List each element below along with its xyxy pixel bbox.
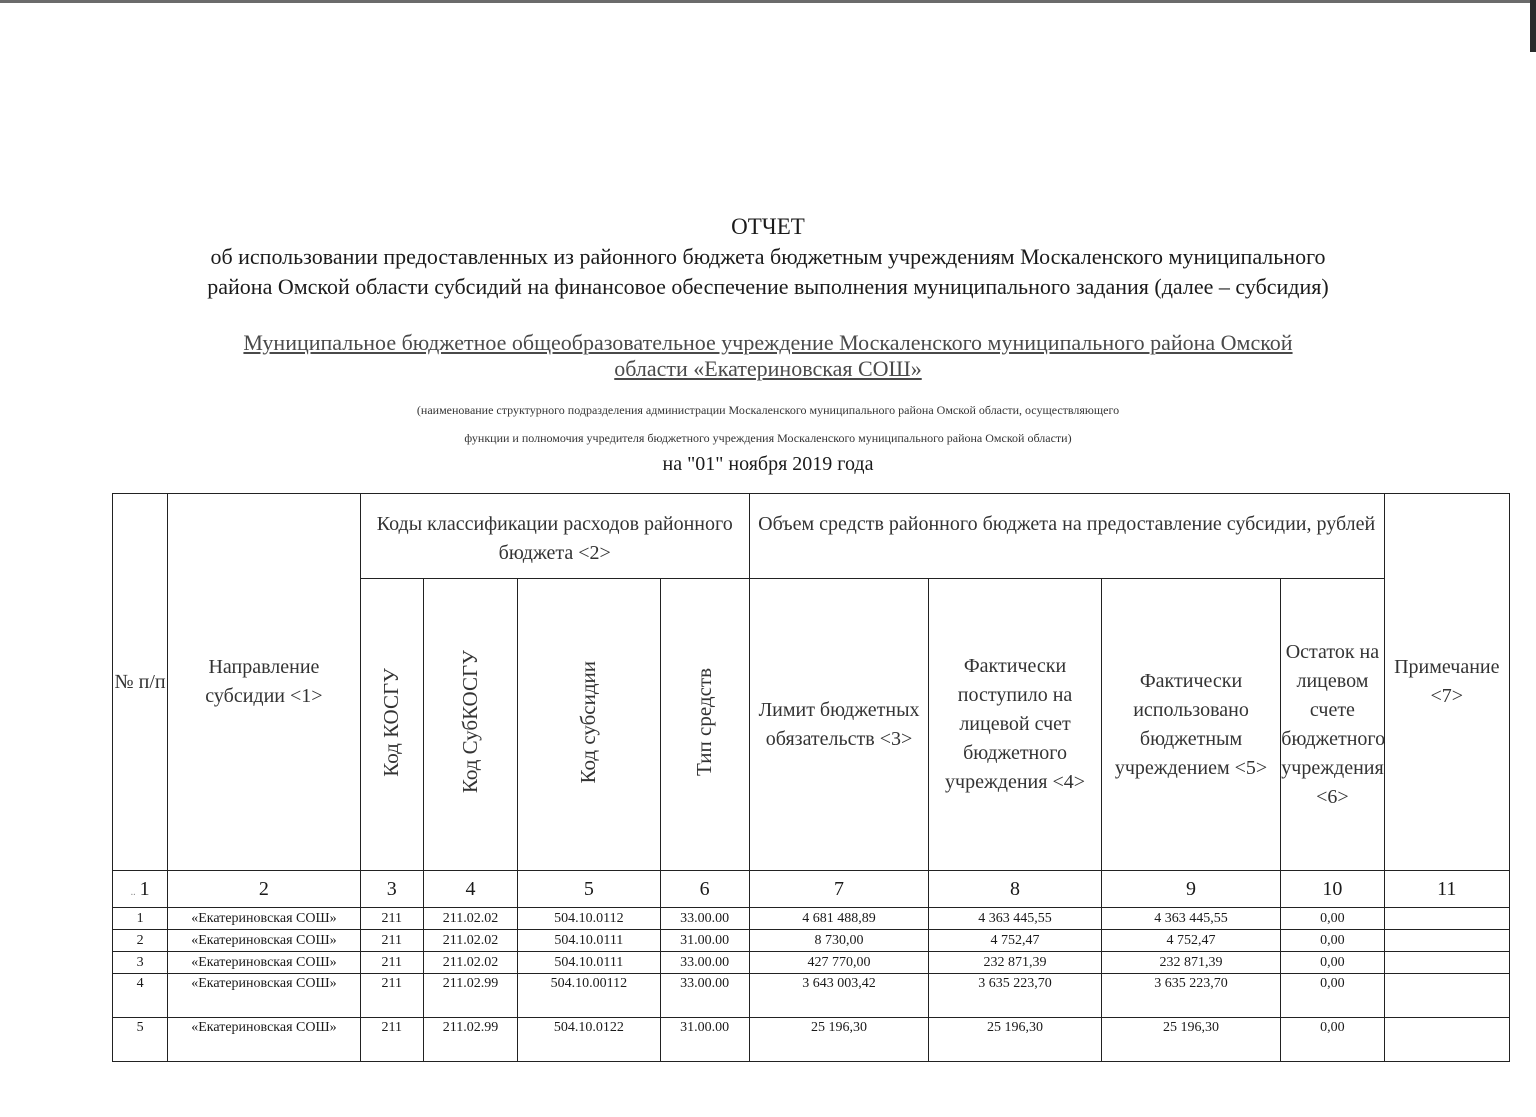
cell-subkosgu: 211.02.99	[423, 974, 517, 1018]
cell-received: 4 752,47	[929, 930, 1101, 952]
table-row	[113, 908, 1510, 930]
cell-direction: «Екатериновская СОШ»	[168, 952, 361, 974]
cell-subsidy-code: 504.10.0111	[518, 930, 660, 952]
organization-caption-line2: функции и полномочия учредителя бюджетного учреждения Москаленского муниципального района Омской области)	[464, 431, 1072, 445]
column-number: 7	[749, 871, 929, 908]
organization-name-line2: области «Екатериновская СОШ»	[614, 356, 922, 381]
organization-name-line1: Муниципальное бюджетное общеобразовательное учреждение Москаленского муниципального района Омской	[243, 330, 1293, 355]
cell-note	[1384, 952, 1509, 974]
column-number-label: 1	[139, 877, 150, 900]
cell-num: 5	[113, 1018, 168, 1062]
header-received: Фактически поступило на лицевой счет бюджетного учреждения <4>	[929, 579, 1101, 871]
organization-caption-line1: (наименование структурного подразделения администрации Москаленского муниципального района Омской области, осуществляющего	[416, 403, 1120, 417]
column-number: 9	[1101, 871, 1281, 908]
report-subtitle-line1: об использовании предоставленных из районного бюджета бюджетным учреждениям Москаленского муниципального	[210, 244, 1326, 269]
column-number: .. 1	[113, 871, 168, 908]
cell-note	[1384, 974, 1509, 1018]
header-codes-group: Коды классификации расходов районного бюджета <2>	[360, 494, 749, 579]
report-title: ОТЧЕТ	[731, 214, 805, 239]
header-subsidy-code-label: Код субсидии	[576, 660, 601, 784]
cell-num: 1	[113, 908, 168, 930]
cell-used: 25 196,30	[1101, 1018, 1281, 1062]
header-volume-group: Объем средств районного бюджета на предоставление субсидии, рублей	[749, 494, 1384, 579]
table-row	[113, 952, 1510, 974]
report-date: на "01" ноября 2019 года	[662, 453, 874, 475]
header-fund-type-label: Тип средств	[692, 668, 717, 776]
cell-kosgu: 211	[360, 930, 423, 952]
header-note: Примечание <7>	[1384, 494, 1509, 871]
cell-note	[1384, 908, 1509, 930]
cell-subkosgu: 211.02.02	[423, 908, 517, 930]
cell-direction: «Екатериновская СОШ»	[168, 974, 361, 1018]
column-number: 10	[1281, 871, 1384, 908]
cell-num: 3	[113, 952, 168, 974]
table-row	[113, 1018, 1510, 1062]
cell-fund-type: 33.00.00	[660, 908, 749, 930]
cell-kosgu: 211	[360, 908, 423, 930]
cell-received: 3 635 223,70	[929, 974, 1101, 1018]
cell-balance: 0,00	[1281, 974, 1384, 1018]
cell-subsidy-code: 504.10.0122	[518, 1018, 660, 1062]
cell-used: 4 363 445,55	[1101, 908, 1281, 930]
cell-balance: 0,00	[1281, 930, 1384, 952]
cell-subkosgu: 211.02.02	[423, 952, 517, 974]
subsidy-report-table	[112, 493, 1510, 1062]
cell-note	[1384, 930, 1509, 952]
cell-direction: «Екатериновская СОШ»	[168, 930, 361, 952]
header-subkosgu	[423, 579, 517, 871]
cell-used: 3 635 223,70	[1101, 974, 1281, 1018]
scan-top-edge	[0, 0, 1536, 3]
cell-used: 232 871,39	[1101, 952, 1281, 974]
header-kosgu	[360, 579, 423, 871]
cell-fund-type: 31.00.00	[660, 930, 749, 952]
cell-direction: «Екатериновская СОШ»	[168, 908, 361, 930]
column-number-row	[113, 871, 1510, 908]
header-fund-type	[660, 579, 749, 871]
column-number: 8	[929, 871, 1101, 908]
header-kosgu-label: Код КОСГУ	[379, 667, 404, 777]
cell-limit: 3 643 003,42	[749, 974, 929, 1018]
cell-used: 4 752,47	[1101, 930, 1281, 952]
cell-subkosgu: 211.02.99	[423, 1018, 517, 1062]
cell-limit: 8 730,00	[749, 930, 929, 952]
column-number: 3	[360, 871, 423, 908]
organization-name	[0, 330, 1536, 382]
cell-subkosgu: 211.02.02	[423, 930, 517, 952]
column-number: 4	[423, 871, 517, 908]
cell-balance: 0,00	[1281, 908, 1384, 930]
header-balance: Остаток на лицевом счете бюджетного учреждения <6>	[1281, 579, 1384, 871]
scan-right-edge	[1530, 0, 1536, 52]
cell-limit: 427 770,00	[749, 952, 929, 974]
cell-fund-type: 33.00.00	[660, 952, 749, 974]
header-subsidy-code	[518, 579, 660, 871]
cell-limit: 4 681 488,89	[749, 908, 929, 930]
header-direction: Направление субсидии <1>	[168, 494, 361, 871]
column-number: 6	[660, 871, 749, 908]
cell-balance: 0,00	[1281, 952, 1384, 974]
column-number: 5	[518, 871, 660, 908]
header-used: Фактически использовано бюджетным учреждением <5>	[1101, 579, 1281, 871]
header-limit: Лимит бюджетных обязательств <3>	[749, 579, 929, 871]
cell-fund-type: 33.00.00	[660, 974, 749, 1018]
cell-fund-type: 31.00.00	[660, 1018, 749, 1062]
cell-kosgu: 211	[360, 974, 423, 1018]
cell-kosgu: 211	[360, 952, 423, 974]
cell-limit: 25 196,30	[749, 1018, 929, 1062]
table-row	[113, 930, 1510, 952]
cell-received: 4 363 445,55	[929, 908, 1101, 930]
cell-kosgu: 211	[360, 1018, 423, 1062]
cell-direction: «Екатериновская СОШ»	[168, 1018, 361, 1062]
column-number: 11	[1384, 871, 1509, 908]
cell-received: 232 871,39	[929, 952, 1101, 974]
cell-balance: 0,00	[1281, 1018, 1384, 1062]
table-row	[113, 974, 1510, 1018]
cell-subsidy-code: 504.10.0112	[518, 908, 660, 930]
report-subtitle-line2: района Омской области субсидий на финансовое обеспечение выполнения муниципального задания (далее – субсидия)	[207, 274, 1329, 299]
column-number: 2	[168, 871, 361, 908]
cell-subsidy-code: 504.10.0111	[518, 952, 660, 974]
cell-subsidy-code: 504.10.00112	[518, 974, 660, 1018]
header-subkosgu-label: Код СубКОСГУ	[458, 650, 482, 794]
cell-received: 25 196,30	[929, 1018, 1101, 1062]
header-num: № п/п	[113, 494, 168, 871]
cell-note	[1384, 1018, 1509, 1062]
cell-num: 2	[113, 930, 168, 952]
cell-num: 4	[113, 974, 168, 1018]
